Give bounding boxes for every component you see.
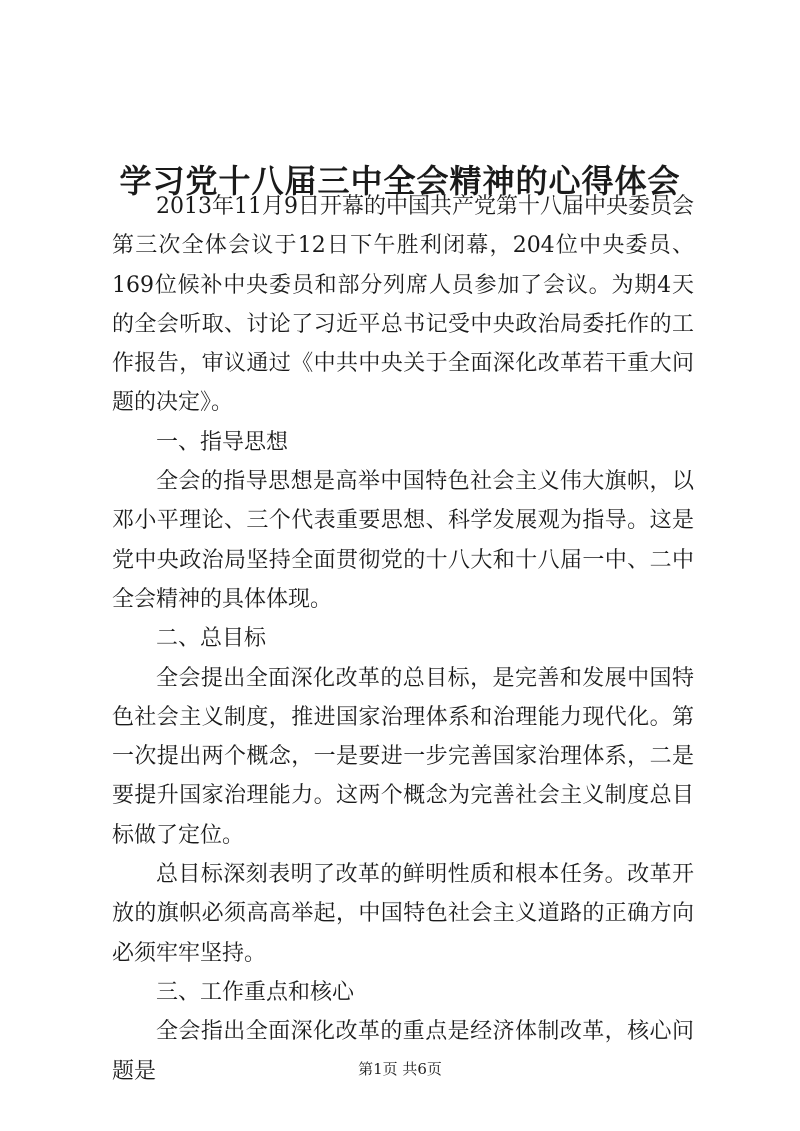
paragraph-guiding-ideology: 全会的指导思想是高举中国特色社会主义伟大旗帜，以邓小平理论、三个代表重要思想、科学发展观为指导。这是党中央政治局坚持全面贯彻党的十八大和十八届一中、二中全会精神的具体体现。 xyxy=(112,469,694,612)
section-heading-overall-goal: 二、总目标 xyxy=(156,626,267,652)
paragraph-intro: 2013年11月9日开幕的中国共产党第十八届中央委员会第三次全体会议于12日下午胜利闭幕，204位中央委员、169位候补中央委员和部分列席人员参加了会议。为期4天的全会听取、讨论了习近平总书记受中央政治局委托作的工作报告，审议通过《中共中央关于全面深化改革若干重大问题的决定》。 xyxy=(112,194,694,416)
page-number-footer: 第1页 共6页 xyxy=(358,1060,442,1078)
paragraph-focus-and-core: 全会指出全面深化改革的重点是经济体制改革，核心问题是 xyxy=(112,1019,694,1084)
section-heading-guiding-ideology: 一、指导思想 xyxy=(156,429,289,455)
paragraph-overall-goal: 全会提出全面深化改革的总目标，是完善和发展中国特色社会主义制度，推进国家治理体系和治理能力现代化。第一次提出两个概念，一是要进一步完善国家治理体系，二是要提升国家治理能力。这两个概念为完善社会主义制度总目标做了定位。 xyxy=(112,665,694,848)
document-body xyxy=(112,187,694,1091)
document-title: 学习党十八届三中全会精神的心得体会 xyxy=(119,162,681,201)
paragraph-goal-significance: 总目标深刻表明了改革的鲜明性质和根本任务。改革开放的旗帜必须高高举起，中国特色社会主义道路的正确方向必须牢牢坚持。 xyxy=(112,862,694,966)
section-heading-focus-and-core: 三、工作重点和核心 xyxy=(156,979,355,1005)
